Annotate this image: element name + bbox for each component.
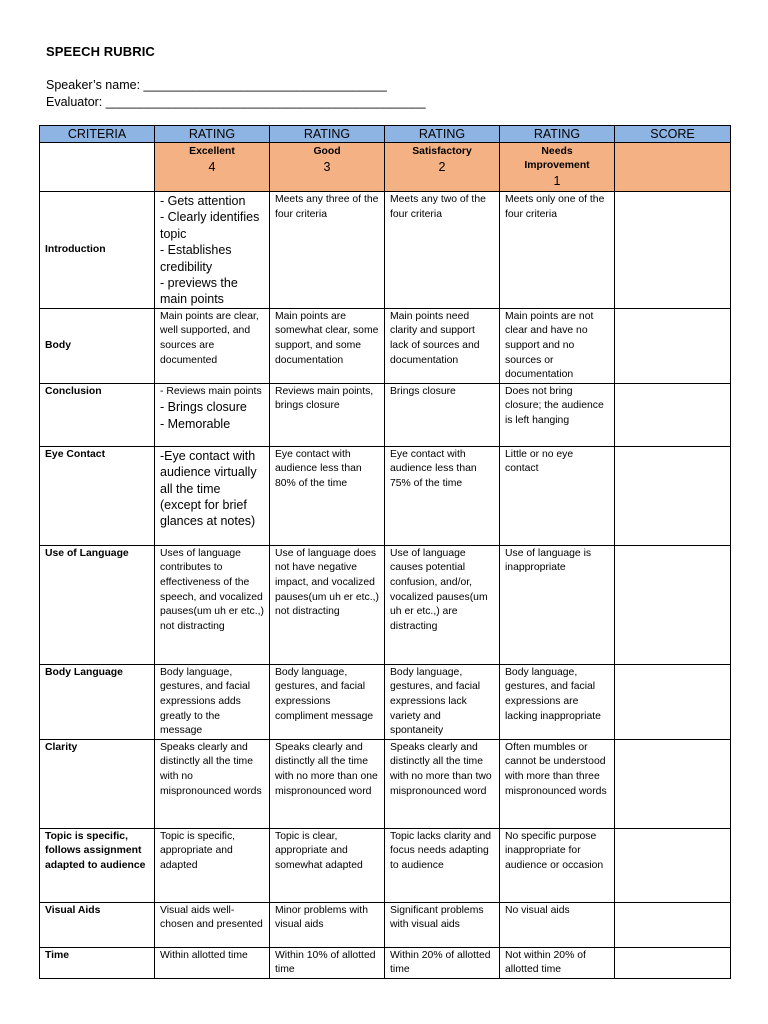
level-satisfactory: [385, 143, 500, 192]
needs-improvement-cell: Does not bring closure; the audience is left hanging: [500, 383, 615, 446]
satisfactory-cell: Body language, gestures, and facial expressions lack variety and spontaneity: [385, 664, 500, 739]
level-needs-improvement: [500, 143, 615, 192]
criterion-bullet: - Gets attention: [160, 194, 246, 208]
needs-improvement-cell: Body language, gestures, and facial expressions are lacking inappropriate: [500, 664, 615, 739]
criteria-cell: Visual Aids: [40, 902, 155, 947]
needs-improvement-cell: No visual aids: [500, 902, 615, 947]
satisfactory-cell: Speaks clearly and distinctly all the time with no more than two mispronounced word: [385, 739, 500, 828]
rubric-row-time: [40, 947, 731, 978]
level-number: 1: [553, 174, 561, 188]
level-name: Satisfactory: [412, 146, 472, 157]
column-header-row: [40, 126, 731, 143]
criterion-bullet: - Establishes credibility: [160, 243, 232, 274]
good-cell: Topic is clear, appropriate and somewhat adapted: [270, 828, 385, 902]
column-header-rating: RATING: [385, 126, 500, 143]
good-cell: Use of language does not have negative impact, and vocalized pauses(um uh er etc.,) not distracting: [270, 545, 385, 664]
evaluator-blank: ______________________________________________: [105, 95, 426, 109]
level-name: Needs Improvement: [524, 146, 590, 171]
needs-improvement-cell: Meets only one of the four criteria: [500, 192, 615, 309]
criterion-bullet: - previews the main points: [160, 276, 238, 307]
excellent-cell: Within allotted time: [155, 947, 270, 978]
excellent-cell: [155, 383, 270, 446]
rubric-row-visual-aids: [40, 902, 731, 947]
level-number: 3: [323, 160, 331, 174]
good-cell: Reviews main points, brings closure: [270, 383, 385, 446]
evaluator-label: Evaluator:: [46, 95, 106, 109]
needs-improvement-cell: Little or no eye contact: [500, 446, 615, 545]
criteria-cell: Conclusion: [40, 383, 155, 446]
rubric-row-clarity: [40, 739, 731, 828]
level-name: Good: [313, 146, 341, 157]
criteria-cell: Eye Contact: [40, 446, 155, 545]
level-number: 4: [208, 160, 216, 174]
rubric-row-introduction: [40, 192, 731, 309]
good-cell: Meets any three of the four criteria: [270, 192, 385, 309]
score-cell[interactable]: [615, 947, 731, 978]
criterion-bullet: - Clearly identifies topic: [160, 210, 260, 241]
speaker-name-field: [46, 78, 387, 92]
needs-improvement-cell: Main points are not clear and have no support and no sources or documentation: [500, 308, 615, 383]
score-cell[interactable]: [615, 664, 731, 739]
excellent-cell: [155, 192, 270, 309]
evaluator-field: [46, 95, 426, 109]
excellent-text: -Eye contact with audience virtually all the time (except for brief glances at notes): [160, 448, 257, 529]
column-header-rating: RATING: [270, 126, 385, 143]
column-header-rating: RATING: [500, 126, 615, 143]
rubric-table: [39, 125, 731, 979]
rubric-row-use-of-language: [40, 545, 731, 664]
empty-criteria-cell: [40, 143, 155, 192]
score-cell[interactable]: [615, 383, 731, 446]
criterion-bullet: - Brings closure: [160, 400, 247, 415]
column-header-criteria: CRITERIA: [40, 126, 155, 143]
needs-improvement-cell: Often mumbles or cannot be understood with more than three mispronounced words: [500, 739, 615, 828]
rubric-row-body: [40, 308, 731, 383]
satisfactory-cell: Brings closure: [385, 383, 500, 446]
score-cell[interactable]: [615, 545, 731, 664]
criteria-cell: Topic is specific, follows assignment adapted to audience: [40, 828, 155, 902]
column-header-score: SCORE: [615, 126, 731, 143]
excellent-cell: Uses of language contributes to effectiveness of the speech, and vocalized pauses(um uh er etc.,) not distracting: [155, 545, 270, 664]
excellent-cell: Body language, gestures, and facial expressions adds greatly to the message: [155, 664, 270, 739]
level-excellent: [155, 143, 270, 192]
excellent-cell: Topic is specific, appropriate and adapted: [155, 828, 270, 902]
speaker-name-label: Speaker’s name:: [46, 78, 144, 92]
score-cell[interactable]: [615, 192, 731, 309]
excellent-cell: Speaks clearly and distinctly all the time with no mispronounced words: [155, 739, 270, 828]
score-header-cell: [615, 143, 731, 192]
good-cell: Body language, gestures, and facial expressions compliment message: [270, 664, 385, 739]
excellent-cell: Visual aids well-chosen and presented: [155, 902, 270, 947]
criteria-cell: Body Language: [40, 664, 155, 739]
score-cell[interactable]: [615, 308, 731, 383]
criteria-cell: Clarity: [40, 739, 155, 828]
rubric-row-topic: [40, 828, 731, 902]
level-name: Excellent: [189, 146, 235, 157]
good-cell: Eye contact with audience less than 80% of the time: [270, 446, 385, 545]
satisfactory-cell: Meets any two of the four criteria: [385, 192, 500, 309]
page-title: SPEECH RUBRIC: [46, 44, 155, 59]
criteria-cell: Time: [40, 947, 155, 978]
excellent-cell: Main points are clear, well supported, and sources are documented: [155, 308, 270, 383]
satisfactory-cell: Main points need clarity and support lack of sources and documentation: [385, 308, 500, 383]
score-cell[interactable]: [615, 739, 731, 828]
level-good: [270, 143, 385, 192]
criteria-cell: Body: [40, 308, 155, 383]
column-header-rating: RATING: [155, 126, 270, 143]
rubric-row-body-language: [40, 664, 731, 739]
criterion-bullet: - Memorable: [160, 416, 231, 431]
criteria-cell: Introduction: [40, 192, 155, 309]
rating-level-row: [40, 143, 731, 192]
rubric-row-conclusion: [40, 383, 731, 446]
satisfactory-cell: Topic lacks clarity and focus needs adapting to audience: [385, 828, 500, 902]
needs-improvement-cell: Use of language is inappropriate: [500, 545, 615, 664]
good-cell: Main points are somewhat clear, some support, and some documentation: [270, 308, 385, 383]
level-number: 2: [438, 160, 446, 174]
score-cell[interactable]: [615, 828, 731, 902]
satisfactory-cell: Significant problems with visual aids: [385, 902, 500, 947]
satisfactory-cell: Eye contact with audience less than 75% of the time: [385, 446, 500, 545]
excellent-cell: [155, 446, 270, 545]
criteria-cell: Use of Language: [40, 545, 155, 664]
good-cell: Minor problems with visual aids: [270, 902, 385, 947]
satisfactory-cell: Within 20% of allotted time: [385, 947, 500, 978]
satisfactory-cell: Use of language causes potential confusion, and/or, vocalized pauses(um uh er etc.,) are distracting: [385, 545, 500, 664]
speaker-name-blank: ___________________________________: [143, 78, 387, 92]
score-cell[interactable]: [615, 446, 731, 545]
good-cell: Speaks clearly and distinctly all the time with no more than one mispronounced word: [270, 739, 385, 828]
rubric-row-eye-contact: [40, 446, 731, 545]
needs-improvement-cell: Not within 20% of allotted time: [500, 947, 615, 978]
score-cell[interactable]: [615, 902, 731, 947]
criterion-bullet: - Reviews main points: [160, 385, 262, 397]
needs-improvement-cell: No specific purpose inappropriate for audience or occasion: [500, 828, 615, 902]
good-cell: Within 10% of allotted time: [270, 947, 385, 978]
